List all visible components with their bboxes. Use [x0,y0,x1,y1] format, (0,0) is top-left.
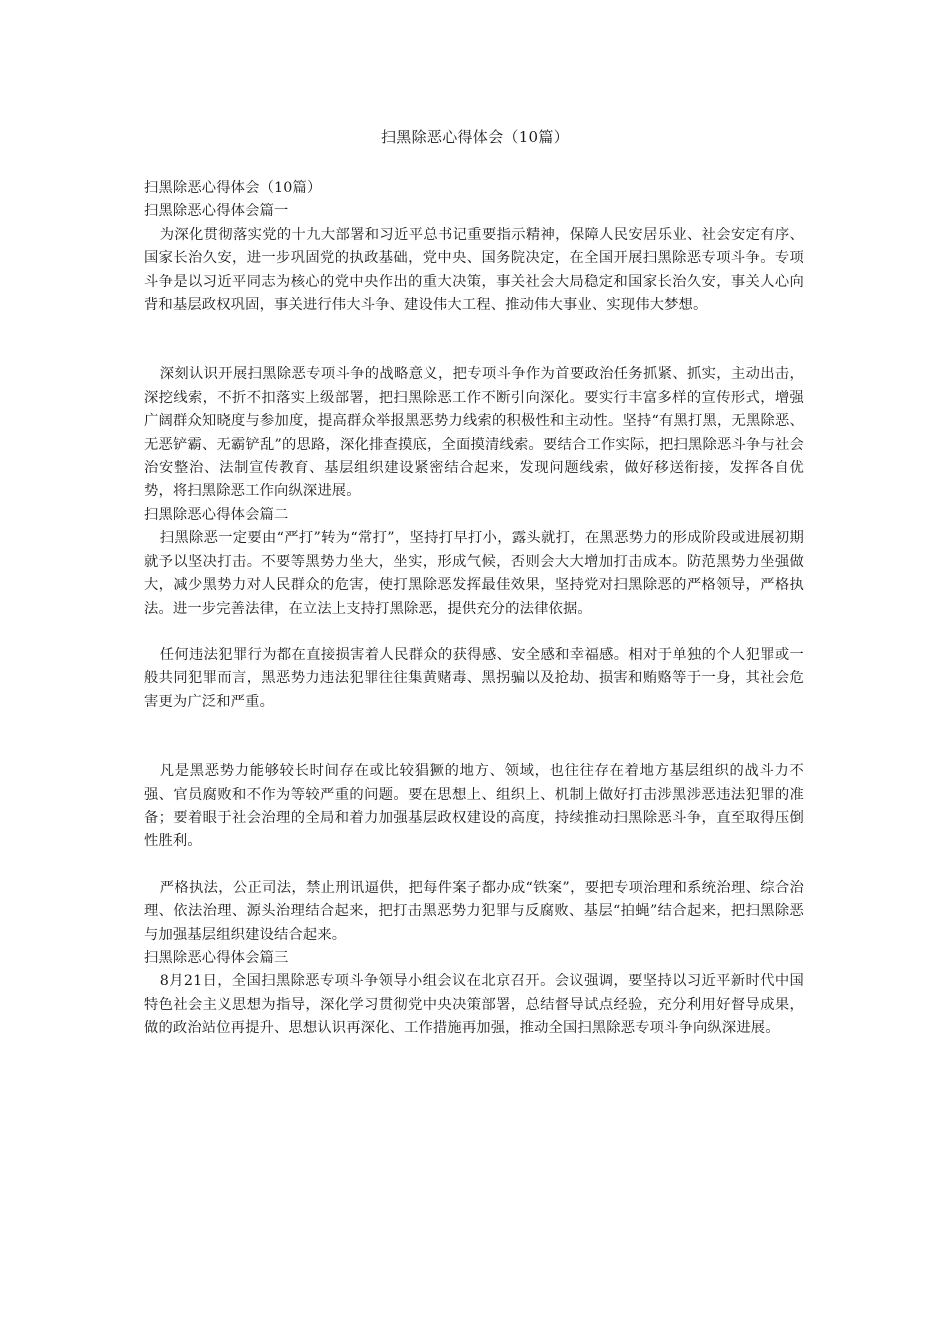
section-2-paragraph-1: 扫黑除恶一定要由“严打”转为“常打”，坚持打早打小，露头就打，在黑恶势力的形成阶段或进展初期就予以坚决打击。不要等黑势力坐大，坐实，形成气候，否则会大大增加打击成本。防范黑势力坐强做大，减少黑势力对人民群众的危害，使打黑除恶发挥最佳效果，坚持党对扫黑除恶的严格领导，严格执法。进一步完善法律，在立法上支持打黑除恶，提供充分的法律依据。 [144,530,804,617]
section-1-paragraph-2: 深刻认识开展扫黑除恶专项斗争的战略意义，把专项斗争作为首要政治任务抓紧、抓实，主动出击，深挖线索，不折不扣落实上级部署，把扫黑除恶工作不断引向深化。要实行丰富多样的宣传形式，增强广阔群众知晓度与参加度，提高群众举报黑恶势力线索的积极性和主动性。坚持“有黑打黑，无黑除恶、无恶铲霸、无霸铲乱”的思路，深化排查摸底，全面摸清线索。要结合工作实际，把扫黑除恶斗争与社会治安整治、法制宣传教育、基层组织建设紧密结合起来，发现问题线索，做好移送衔接，发挥各自优势，将扫黑除恶工作向纵深进展。 [144,366,804,500]
section-heading-1: 扫黑除恶心得体会篇一 [144,203,289,220]
section-2-paragraph-2: 任何违法犯罪行为都在直接损害着人民群众的获得感、安全感和幸福感。相对于单独的个人犯罪或一般共同犯罪而言，黑恶势力违法犯罪往往集黄赌毒、黑拐骗以及抢劫、损害和贿赂等于一身，其社会危害更为广泛和严重。 [144,646,804,710]
paragraph-spacer [144,621,804,644]
document-body [144,177,804,1041]
document-title: 扫黑除恶心得体会（10篇） [381,128,569,146]
section-heading-2: 扫黑除恶心得体会篇二 [144,506,289,523]
paragraph-spacer [144,714,804,760]
paragraph-spacer [144,317,804,363]
section-1-paragraph-1: 为深化贯彻落实党的十九大部署和习近平总书记重要指示精神，保障人民安居乐业、社会安定有序、国家长治久安，进一步巩固党的执政基础，党中央、国务院决定，在全国开展扫黑除恶专项斗争。专项斗争是以习近平同志为核心的党中央作出的重大决策，事关社会大局稳定和国家长治久安，事关人心向背和基层政权巩固，事关进行伟大斗争、建设伟大工程、推动伟大事业、实现伟大梦想。 [144,226,804,314]
paragraph-spacer [144,854,804,877]
section-2-paragraph-3: 凡是黑恶势力能够较长时间存在或比较猖獗的地方、领域，也往往存在着地方基层组织的战斗力不强、官员腐败和不作为等较严重的问题。要在思想上、组织上、机制上做好打击涉黑涉恶违法犯罪的准备；要着眼于社会治理的全局和着力加强基层政权建设的高度，持续推动扫黑除恶斗争，直至取得压倒性胜利。 [144,763,804,850]
section-heading-3: 扫黑除恶心得体会篇三 [144,949,289,966]
section-2-paragraph-4: 严格执法，公正司法，禁止刑讯逼供，把每件案子都办成“铁案”，要把专项治理和系统治理、综合治理、依法治理、源头治理结合起来，把打击黑恶势力犯罪与反腐败、基层“拍蝇”结合起来，把扫黑除恶与加强基层组织建设结合起来。 [144,879,804,943]
section-3-paragraph-1: 8月21日，全国扫黑除恶专项斗争领导小组会议在北京召开。会议强调，要坚持以习近平新时代中国特色社会主义思想为指导，深化学习贯彻党中央决策部署，总结督导试点经验，充分利用好督导成果，做的政治站位再提升、思想认识再深化、工作措施再加强，推动全国扫黑除恶专项斗争向纵深进展。 [144,973,804,1037]
document-subtitle: 扫黑除恶心得体会（10篇） [144,180,322,196]
